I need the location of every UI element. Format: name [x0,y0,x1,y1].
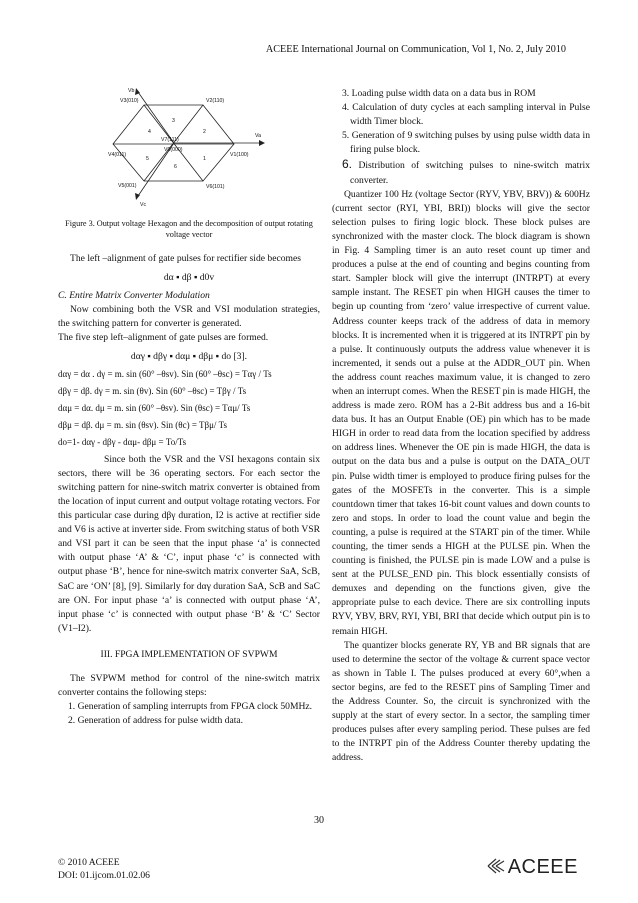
equation-2: dβγ = dβ. dγ = m. sin (θv). Sin (60° –θsc) = Tβγ / Ts [58,385,247,396]
hexagon-figure [110,84,280,209]
label-v1: V1(100) [230,152,249,158]
sector-6: 6 [174,164,177,170]
sector-4: 4 [148,129,151,135]
label-v4: V4(011) [108,152,127,158]
sector-2: 2 [203,129,206,135]
left-paragraph-4: Since both the VSR and the VSI hexagons contain six sectors, there will be 36 operating sectors. For each sector the switching pattern for nine-switch matrix converter is obtained from the location of input current and output voltage rotating vectors. For this particular case during dβγ duration, I2 is active at rectifier side and V6 is active at inverter side. From switching status of both VSR and VSI part it can be seen that the input phase ‘a’ is connected with output phase ‘A’ & ‘C’, input phase ‘c’ is connected with output phase ‘B’, hence for nine-switch matrix converter SaA, ScB, SaC are ‘ON’ [8], [9]. Similarly for dαγ duration SaA, ScB and SaC are ON. For input phase ‘a’ is connected with output phase ‘A’, input phase ‘c’ is connected with output phase ‘B’ & ‘C’ Sector (V1–I2). [58,453,320,634]
figure-caption: Figure 3. Output voltage Hexagon and the decomposition of output rotating voltage vector [65,219,313,239]
axis-vb [138,92,174,143]
label-v6: V6(101) [206,184,225,190]
right-paragraph-1: Quantizer 100 Hz (voltage Sector (RYV, YBV, BRV)) & 600Hz (current sector (RYI, YBI, BRI)) blocks will give the sector selection pulses to firing logic block. These block pulses are synchronized with the master clock. The block diagram is shown in Fig. 4 Sampling timer is an auto reset count up timer and produces a pulse at the end of counting and begins counting from start. Sampler block will give the interrupt (INTRPT) at every sample instant. The RESET pin when HIGH causes the timer to begin up counting from ‘zero’ value irrespective of current value. Address counter keeps track of the address of data in memory blocks. It is incremented when it is triggered at its INTRPT pin by a pulse. It continuously outputs the address value whenever it is incremented, it sends out a pulse at the ADDR_OUT pin. When the address count reaches maximum value, it is changed to zero when an interrupt comes. When the RESET pin is made HIGH, the address is made zero. ROM has a 2-Bit address bus and a 16-bit data bus. It has an Output Enable (OE) pin which has to be made HIGH in order to read data from the location specified by address on address lines. Whenever the OE pin is made HIGH, the data is output on the data bus and a pulse is output on the DATA_OUT pin. Pulse width timer is employed to produce firing pulses for the gates of the MOSFETs in the converter. This is a simple countdown timer that takes 16-bit count values and down counts to zero and stops. In order to load the count value and begin the counting, a pulse is required at the START pin of the timer. While counting, the timer sends a HIGH at the PULSE pin. When the counting is finished, the PULSE pin is made LOW and a pulse is sent at the PULSE_END pin. This block essentially consists of demuxes and depending on the functions given, give the appropriate pulse to each device. There are six controlling inputs RYV, YBV, BRV, RYI, YBI, BRI that decide which output pin is to remain HIGH. [332,188,590,637]
sector-1: 1 [203,156,206,162]
label-v5: V5(001) [118,183,137,189]
equation-1: dαγ = dα . dγ = m. sin (60° –θsv). Sin (60° –θsc) = Tαγ / Ts [58,368,272,379]
equation-4: dβμ = dβ. dμ = m. sin (θsv). Sin (θc) = Tβμ/ Ts [58,419,228,430]
step-6-number: 6. [342,157,353,172]
label-v3: V3(010) [120,98,139,104]
left-paragraph-2: Now combining both the VSR and VSI modulation strategies, the switching pattern for converter is generated. [58,304,320,330]
left-paragraph-5: The SVPWM method for control of the nine-switch matrix converter contains the following steps: [58,672,320,699]
right-paragraph-2: The quantizer blocks generate RY, YB and BR signals that are used to determine the sector of the voltage & current space vector as shown in Table I. The pulses produced at every 60°,when a sector begins, are fed to the RESET pins of Sampling Timer and the Address Counter. So, the circuit is synchronized with the supply at the start of every sector. In a sector, the sampling timer produces pulses after every sampling period. These pulses are fed to the INTRPT pin of the Address Counter thereby updating the address. [332,639,590,764]
page-number: 30 [314,815,324,826]
footer-info [58,856,150,882]
label-vc: Vc [140,202,147,208]
step-5: 5. Generation of 9 switching pulses by using pulse width data in firing pulse block. [342,130,590,156]
aceee-logo-icon [486,857,508,875]
step-3: 3. Loading pulse width data on a data bus in ROM [342,88,536,99]
left-paragraph-1: The left –alignment of gate pulses for rectifier side becomes [70,253,301,264]
equation-5: do=1- dαγ - dβγ - dαμ- dβμ = To/Ts [58,436,187,447]
label-v0: V0(000) [164,147,183,153]
step-1: 1. Generation of sampling interrupts from FPGA clock 50MHz. [68,701,313,713]
step-4: 4. Calculation of duty cycles at each sampling interval in Pulse width Timer block. [342,102,590,128]
aceee-logo [486,856,578,879]
arrow-va-icon [259,140,265,146]
sector-3: 3 [172,118,175,124]
left-column [58,252,320,728]
doi: DOI: 01.ijcom.01.02.06 [58,870,150,881]
left-sequence-1: dα ▪ dβ ▪ d0v [163,272,215,284]
equation-3: dαμ = dα. dμ = m. sin (60° –θsv). Sin (θsc) = Tαμ/ Ts [58,402,251,413]
step-6-text: Distribution of switching pulses to nine-switch matrix converter. [350,160,590,186]
label-v7: V7(111) [161,137,179,143]
left-sequence-2: dαγ ▪ dβγ ▪ dαμ ▪ dβμ ▪ do [3]. [130,350,248,362]
step-2: 2. Generation of address for pulse width data. [68,715,244,727]
section-c-heading: C. Entire Matrix Converter Modulation [58,290,210,302]
section-3-heading: III. FPGA IMPLEMENTATION OF SVPWM [100,648,278,660]
label-v2: V2(110) [206,98,225,104]
journal-header: ACEEE International Journal on Communication, Vol 1, No. 2, July 2010 [265,44,566,55]
right-column [332,87,590,766]
left-paragraph-3: The five step left–alignment of gate pulses are formed. [58,332,269,344]
copyright: © 2010 ACEEE [58,857,120,868]
sector-5: 5 [146,156,149,162]
label-vb: Vb [128,88,135,94]
label-va: Va [255,133,261,139]
logo-text: ACEEE [507,856,578,878]
step-6 [332,157,590,187]
